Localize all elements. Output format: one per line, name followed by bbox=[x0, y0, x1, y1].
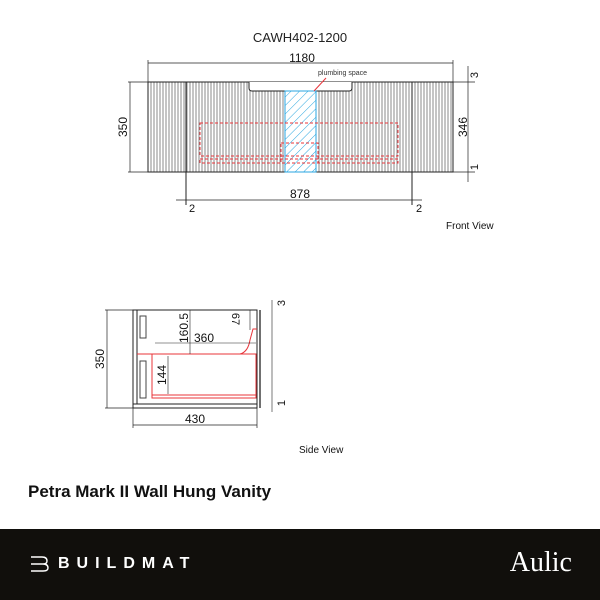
plumbing-space-label: plumbing space bbox=[318, 70, 368, 77]
dim-drawer-height: 144 bbox=[155, 364, 169, 386]
dim-side-gap-right: 2 bbox=[416, 203, 423, 215]
dim-top-drawer: 160.5 bbox=[177, 312, 191, 344]
model-code: CAWH402-1200 bbox=[252, 30, 348, 45]
footer-banner bbox=[0, 529, 600, 600]
dim-notch: 67 bbox=[229, 312, 241, 326]
brand-name: BUILDMAT bbox=[58, 555, 197, 572]
side-view-label: Side View bbox=[299, 445, 344, 456]
buildmat-logo bbox=[30, 555, 196, 573]
dim-drawer-depth: 360 bbox=[194, 331, 215, 345]
dim-height: 350 bbox=[116, 116, 130, 138]
sub-brand-logo: Aulic bbox=[509, 547, 572, 578]
dim-top-gap: 3 bbox=[469, 71, 481, 79]
product-title: Petra Mark II Wall Hung Vanity bbox=[28, 482, 272, 501]
dim-side-gap-left: 2 bbox=[189, 203, 196, 215]
dim-inner-height: 346 bbox=[456, 116, 470, 138]
dim-side-bottom-gap: 1 bbox=[276, 399, 288, 407]
dim-width: 1180 bbox=[289, 51, 315, 65]
buildmat-logo-icon bbox=[30, 555, 50, 573]
front-view-label: Front View bbox=[446, 221, 494, 232]
dim-side-height: 350 bbox=[93, 348, 107, 370]
dim-bottom-gap: 1 bbox=[469, 163, 481, 171]
front-view bbox=[116, 51, 494, 232]
dim-inner-width: 878 bbox=[289, 187, 311, 201]
dim-side-top-gap: 3 bbox=[276, 299, 288, 307]
dim-depth: 430 bbox=[184, 412, 206, 426]
side-view bbox=[93, 300, 344, 456]
